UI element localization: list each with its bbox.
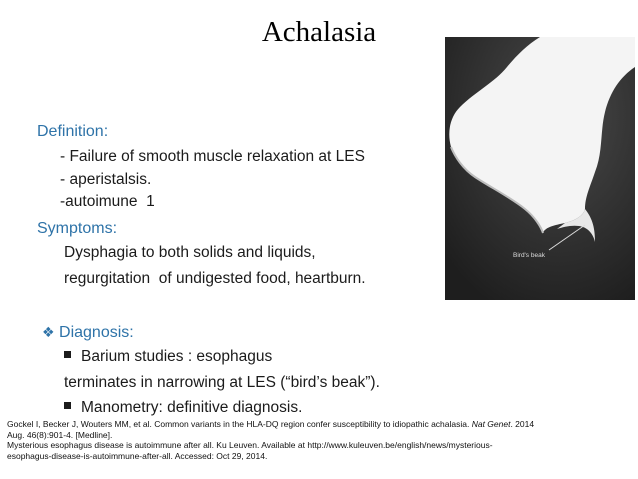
diagnosis-bullet-1 — [64, 347, 272, 367]
references — [7, 419, 635, 461]
definition-line-3: -autoimune 1 — [60, 193, 155, 210]
diagnosis-heading: Diagnosis: — [59, 324, 134, 341]
definition-line-1: - Failure of smooth muscle relaxation at LES — [60, 148, 365, 165]
reference-1-line-2: Aug. 46(8):901-4. [Medline]. — [7, 429, 113, 440]
reference-1-line-1 — [7, 419, 635, 430]
square-bullet-icon — [64, 402, 71, 409]
diagnosis-bullet-1-text: Barium studies : esophagus — [81, 348, 273, 365]
diagnosis-bullet-2 — [64, 398, 302, 418]
diagnosis-bullet-1-continuation: terminates in narrowing at LES (“bird’s beak”). — [64, 374, 380, 391]
reference-1-journal: Nat Genet — [471, 419, 511, 429]
symptoms-line-1: Dysphagia to both solids and liquids, — [64, 244, 316, 261]
barium-xray-image — [445, 37, 635, 300]
diagnosis-row — [42, 322, 134, 343]
symptoms-line-2: regurgitation of undigested food, heartburn. — [64, 270, 366, 287]
xray-drawing — [445, 37, 635, 300]
reference-2-line-2: esophagus-disease-is-autoimmune-after-all. Accessed: Oct 29, 2014. — [7, 450, 268, 461]
reference-2-line-1: Mysterious esophagus disease is autoimmune after all. Ku Leuven. Available at http://www.kuleuven.be/english/news/mysterious- — [7, 440, 493, 451]
reference-1-text: Gockel I, Becker J, Wouters MM, et al. Common variants in the HLA-DQ region confer susceptibility to idiopathic achalasia. — [7, 419, 472, 429]
square-bullet-icon — [64, 351, 71, 358]
symptoms-heading: Symptoms: — [37, 220, 118, 237]
slide-title: Achalasia — [261, 16, 377, 48]
diagnosis-bullet-2-text: Manometry: definitive diagnosis. — [81, 399, 303, 416]
diamond-bullet-icon: ❖ — [42, 324, 55, 340]
birds-beak-label: Bird's beak — [513, 252, 545, 259]
definition-heading: Definition: — [37, 123, 109, 140]
reference-1-year: . 2014 — [510, 419, 535, 429]
definition-line-2: - aperistalsis. — [60, 171, 152, 188]
